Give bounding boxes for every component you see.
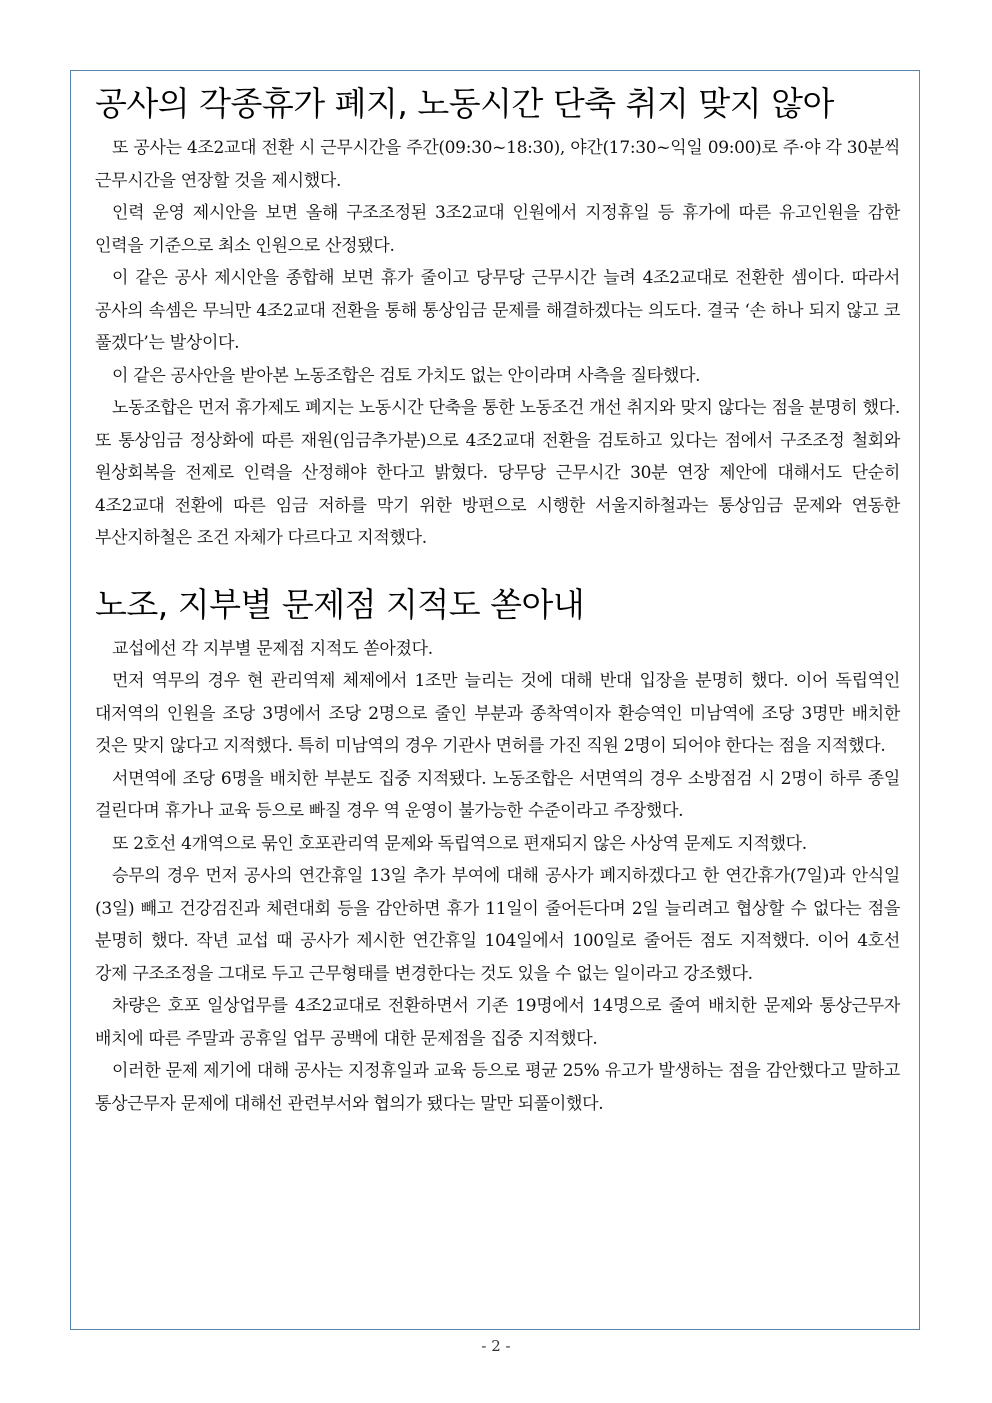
section2-paragraph: 차량은 호포 일상업무를 4조2교대로 전환하면서 기존 19명에서 14명으로 줄여 배치한 문제와 통상근무자 배치에 따른 주말과 공휴일 업무 공백에 대한 문제점을 집중 지적했다.	[95, 996, 900, 1049]
section1-paragraph: 또 공사는 4조2교대 전환 시 근무시간을 주간(09:30~18:30), 야간(17:30~익일 09:00)로 주·야 각 30분씩 근무시간을 연장할 것을 제시했다.	[95, 138, 900, 191]
section1-heading: 공사의 각종휴가 폐지, 노동시간 단축 취지 맞지 않아	[95, 84, 834, 123]
section2-paragraph: 또 2호선 4개역으로 묶인 호포관리역 문제와 독립역으로 편재되지 않은 사상역 문제도 지적했다.	[112, 833, 807, 854]
section2-paragraph: 이러한 문제 제기에 대해 공사는 지정휴일과 교육 등으로 평균 25% 유고가 발생하는 점을 감안했다고 말하고 통상근무자 문제에 대해선 관련부서와 협의가 됐다는 말만 되풀이했다.	[95, 1061, 900, 1114]
section2-paragraph: 교섭에선 각 지부별 문제점 지적도 쏟아졌다.	[112, 638, 433, 659]
section1-paragraph: 인력 운영 제시안을 보면 올해 구조조정된 3조2교대 인원에서 지정휴일 등 휴가에 따른 유고인원을 감한 인력을 기준으로 최소 인원으로 산정됐다.	[95, 203, 900, 256]
article-content	[95, 82, 900, 1120]
page-number: - 2 -	[481, 1337, 511, 1355]
section1-paragraph: 노동조합은 먼저 휴가제도 폐지는 노동시간 단축을 통한 노동조건 개선 취지와 맞지 않다는 점을 분명히 했다. 또 통상임금 정상화에 따른 재원(임금추가분)으로 4조2교대 전환을 검토하고 있다는 점에서 구조조정 철회와 원상회복을 전제로 인력을 산정해야 한다고 밝혔다. 당무당 근무시간 30분 연장 제안에 대해서도 단순히 4조2교대 전환에 따른 임금 저하를 막기 위한 방편으로 시행한 서울지하철과는 통상임금 문제와 연동한 부산지하철은 조건 자체가 다르다고 지적했다.	[95, 398, 900, 548]
section1-paragraph: 이 같은 공사 제시안을 종합해 보면 휴가 줄이고 당무당 근무시간 늘려 4조2교대로 전환한 셈이다. 따라서 공사의 속셈은 무늬만 4조2교대 전환을 통해 통상임금 문제를 해결하겠다는 의도다. 결국 ‘손 하나 되지 않고 코 풀겠다’는 발상이다.	[95, 268, 900, 353]
section2-paragraph: 먼저 역무의 경우 현 관리역제 체제에서 1조만 늘리는 것에 대해 반대 입장을 분명히 했다. 이어 독립역인 대저역의 인원을 조당 3명에서 조당 2명으로 줄인 부분과 종착역이자 환승역인 미남역에 조당 3명만 배치한 것은 맞지 않다고 지적했다. 특히 미남역의 경우 기관사 면허를 가진 직원 2명이 되어야 한다는 점을 지적했다.	[95, 671, 900, 756]
section2-paragraph: 서면역에 조당 6명을 배치한 부분도 집중 지적됐다. 노동조합은 서면역의 경우 소방점검 시 2명이 하루 종일 걸린다며 휴가나 교육 등으로 빠질 경우 역 운영이 불가능한 수준이라고 주장했다.	[95, 768, 900, 821]
section1-paragraph: 이 같은 공사안을 받아본 노동조합은 검토 가치도 없는 안이라며 사측을 질타했다.	[112, 365, 701, 386]
section2-paragraph: 승무의 경우 먼저 공사의 연간휴일 13일 추가 부여에 대해 공사가 폐지하겠다고 한 연간휴가(7일)과 안식일(3일) 빼고 건강검진과 체련대회 등을 감안하면 휴가 11일이 줄어든다며 2일 늘리려고 협상할 수 없다는 점을 분명히 했다. 작년 교섭 때 공사가 제시한 연간휴일 104일에서 100일로 줄어든 점도 지적했다. 이어 4호선 강제 구조조정을 그대로 두고 근무형태를 변경한다는 것도 있을 수 없는 일이라고 강조했다.	[95, 866, 900, 984]
section2-heading: 노조, 지부별 문제점 지적도 쏟아내	[95, 584, 585, 624]
